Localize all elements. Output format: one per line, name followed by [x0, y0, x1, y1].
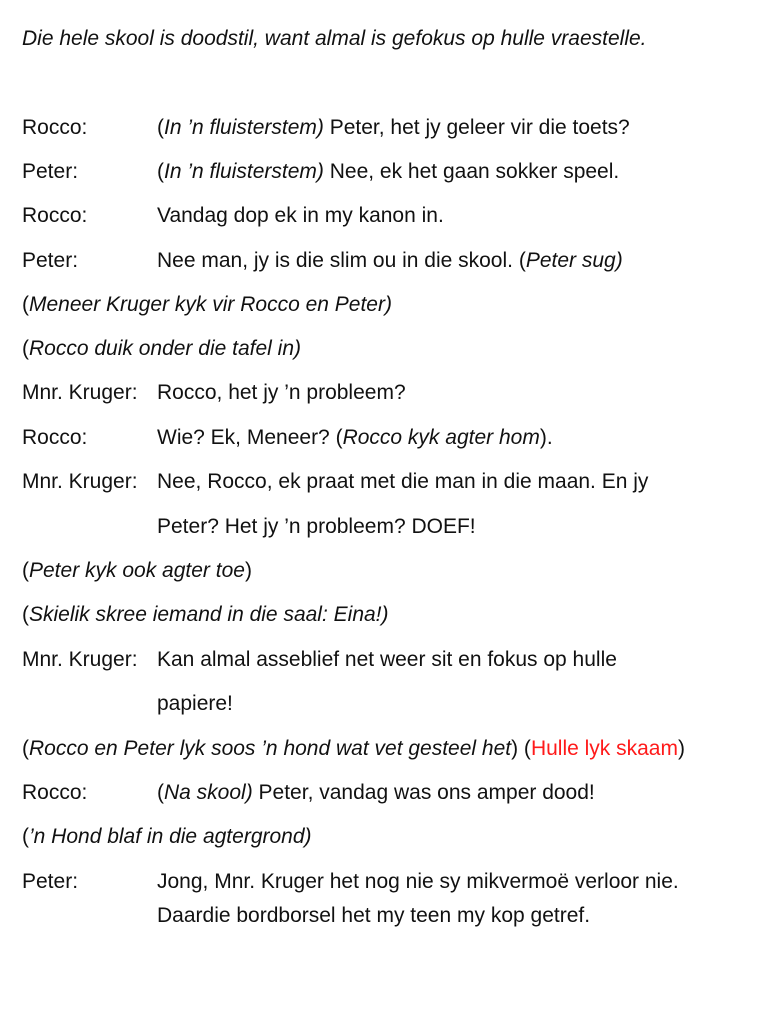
dialogue-line: (In ’n fluisterstem) Nee, ek het gaan sokker speel. — [157, 160, 620, 183]
stage-direction: In ’n fluisterstem) — [164, 116, 324, 139]
stage-direction-line: (’n Hond blaf in die agtergrond) — [22, 825, 312, 848]
stage-direction-line: (Peter kyk ook agter toe) — [22, 559, 252, 582]
stage-direction-line: (Rocco en Peter lyk soos ’n hond wat vet gesteel het) (Hulle lyk skaam) — [22, 737, 685, 760]
dialogue-line: (Na skool) Peter, vandag was ons amper dood! — [157, 781, 595, 804]
stage-direction-line: (Skielik skree iemand in die saal: Eina!) — [22, 603, 389, 626]
stage-direction: Rocco kyk agter hom — [342, 426, 540, 449]
stage-direction: Peter sug) — [525, 249, 623, 272]
speaker-label: Rocco: — [22, 781, 88, 804]
dialogue-line: (In ’n fluisterstem) Peter, het jy geleer vir die toets? — [157, 116, 630, 139]
speaker-label: Mnr. Kruger: — [22, 648, 138, 671]
dialogue-line: Nee, Rocco, ek praat met die man in die maan. En jy — [157, 470, 649, 493]
dialogue-line: Nee man, jy is die slim ou in die skool. (Peter sug) — [157, 249, 623, 272]
dialogue-line-continued: papiere! — [157, 692, 233, 715]
dialogue-line: Kan almal asseblief net weer sit en fokus op hulle — [157, 648, 617, 671]
speaker-label: Mnr. Kruger: — [22, 381, 138, 404]
stage-direction-line: (Rocco duik onder die tafel in) — [22, 337, 301, 360]
dialogue-line: Rocco, het jy ’n probleem? — [157, 381, 406, 404]
stage-direction: In ’n fluisterstem) — [164, 160, 324, 183]
dialogue-line: Jong, Mnr. Kruger het nog nie sy mikvermoë verloor nie. — [157, 870, 679, 893]
speaker-label: Peter: — [22, 160, 79, 183]
dialogue-line-continued: Daardie bordborsel het my teen my kop getref. — [157, 904, 591, 927]
speaker-label: Rocco: — [22, 116, 88, 139]
speaker-label: Rocco: — [22, 426, 88, 449]
highlighted-note: Hulle lyk skaam — [530, 737, 678, 760]
dialogue-line: Vandag dop ek in my kanon in. — [157, 204, 444, 227]
stage-direction: Na skool) — [164, 781, 253, 804]
dialogue-line: Wie? Ek, Meneer? (Rocco kyk agter hom). — [157, 426, 553, 449]
speaker-label: Peter: — [22, 249, 79, 272]
intro-text: Die hele skool is doodstil, want almal is gefokus op hulle vraestelle. — [22, 27, 647, 50]
speaker-label: Peter: — [22, 870, 79, 893]
speaker-label: Mnr. Kruger: — [22, 470, 138, 493]
intro-line — [22, 25, 647, 53]
speaker-label: Rocco: — [22, 204, 88, 227]
stage-direction-line: (Meneer Kruger kyk vir Rocco en Peter) — [22, 293, 392, 316]
dialogue-line-continued: Peter? Het jy ’n probleem? DOEF! — [157, 515, 476, 538]
